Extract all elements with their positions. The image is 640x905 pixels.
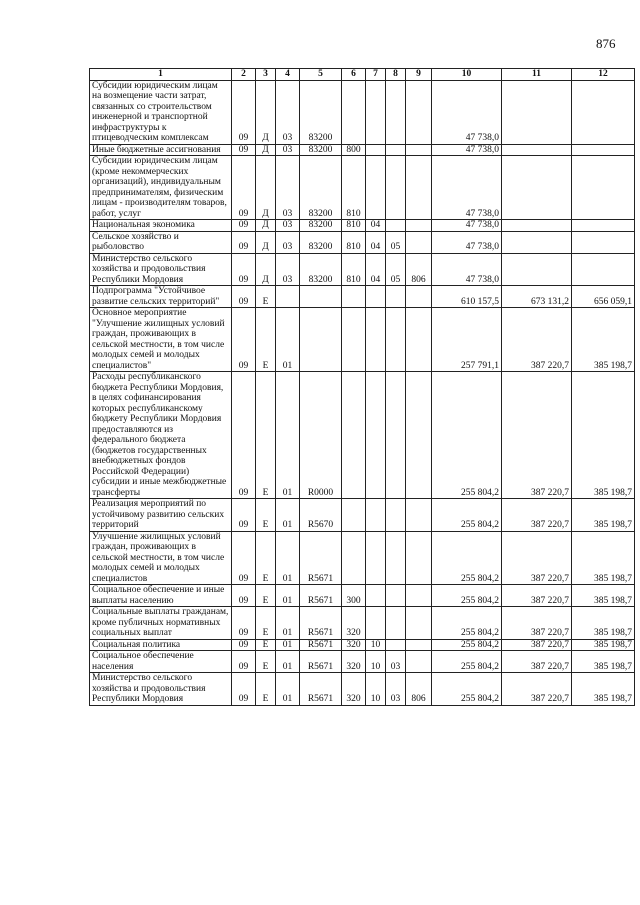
item-cell: 01 bbox=[276, 651, 300, 673]
table-row bbox=[90, 673, 635, 706]
amount-cell: 255 804,2 bbox=[432, 651, 502, 673]
ministry-code-cell bbox=[406, 220, 432, 232]
subsection-cell: Д bbox=[256, 144, 276, 156]
subchapter-cell bbox=[386, 156, 406, 220]
amount-cell: 47 738,0 bbox=[432, 156, 502, 220]
expense-type-cell: 810 bbox=[342, 253, 366, 286]
row-name-cell: Субсидии юридическим лицам на возмещение части затрат, связанных со строительством инженерной и транспортной инфраструктуры к птицеводческим комплексам bbox=[90, 80, 232, 144]
subchapter-cell: 03 bbox=[386, 651, 406, 673]
target-code-cell bbox=[300, 286, 342, 308]
amount-cell bbox=[502, 144, 572, 156]
subsection-cell: Д bbox=[256, 80, 276, 144]
table-row bbox=[90, 308, 635, 372]
table-row bbox=[90, 144, 635, 156]
table-row bbox=[90, 286, 635, 308]
section-cell: 09 bbox=[232, 144, 256, 156]
amount-cell bbox=[502, 80, 572, 144]
row-name-cell: Реализация мероприятий по устойчивому развитию сельских территорий bbox=[90, 499, 232, 532]
expense-type-cell: 320 bbox=[342, 673, 366, 706]
subchapter-cell: 05 bbox=[386, 253, 406, 286]
target-code-cell: R0000 bbox=[300, 372, 342, 499]
column-header: 12 bbox=[572, 69, 635, 81]
subsection-cell: Е bbox=[256, 499, 276, 532]
subchapter-cell bbox=[386, 308, 406, 372]
ministry-code-cell bbox=[406, 144, 432, 156]
chapter-cell: 10 bbox=[366, 673, 386, 706]
amount-cell: 257 791,1 bbox=[432, 308, 502, 372]
amount-cell: 387 220,7 bbox=[502, 499, 572, 532]
amount-cell: 385 198,7 bbox=[572, 308, 635, 372]
amount-cell: 47 738,0 bbox=[432, 220, 502, 232]
section-cell: 09 bbox=[232, 673, 256, 706]
row-name-cell: Социальные выплаты гражданам, кроме публичных нормативных социальных выплат bbox=[90, 607, 232, 640]
expense-type-cell: 300 bbox=[342, 585, 366, 607]
ministry-code-cell: 806 bbox=[406, 253, 432, 286]
table-row bbox=[90, 639, 635, 651]
ministry-code-cell bbox=[406, 531, 432, 585]
expense-type-cell: 320 bbox=[342, 651, 366, 673]
amount-cell bbox=[502, 253, 572, 286]
amount-cell: 385 198,7 bbox=[572, 673, 635, 706]
amount-cell: 255 804,2 bbox=[432, 607, 502, 640]
item-cell: 03 bbox=[276, 220, 300, 232]
amount-cell bbox=[572, 156, 635, 220]
row-name-cell: Иные бюджетные ассигнования bbox=[90, 144, 232, 156]
amount-cell: 385 198,7 bbox=[572, 499, 635, 532]
column-header: 9 bbox=[406, 69, 432, 81]
section-cell: 09 bbox=[232, 639, 256, 651]
subchapter-cell bbox=[386, 80, 406, 144]
amount-cell: 255 804,2 bbox=[432, 372, 502, 499]
section-cell: 09 bbox=[232, 220, 256, 232]
target-code-cell: R5671 bbox=[300, 531, 342, 585]
column-header: 6 bbox=[342, 69, 366, 81]
column-header: 4 bbox=[276, 69, 300, 81]
expense-type-cell bbox=[342, 286, 366, 308]
chapter-cell: 04 bbox=[366, 220, 386, 232]
chapter-cell: 04 bbox=[366, 253, 386, 286]
expense-type-cell: 320 bbox=[342, 607, 366, 640]
subchapter-cell bbox=[386, 499, 406, 532]
subsection-cell: Д bbox=[256, 156, 276, 220]
subchapter-cell bbox=[386, 220, 406, 232]
row-name-cell: Расходы республиканского бюджета Республики Мордовия, в целях софинансирования которых республиканскому бюджету Республики Мордовия предоставляются из федерального бюджета (бюджетов государственных внебюджетных фондов Российской Федерации) субсидии и иные межбюджетные трансферты bbox=[90, 372, 232, 499]
ministry-code-cell bbox=[406, 651, 432, 673]
row-name-cell: Улучшение жилищных условий граждан, проживающих в сельской местности, в том числе молодых семей и молодых специалистов bbox=[90, 531, 232, 585]
section-cell: 09 bbox=[232, 80, 256, 144]
amount-cell: 387 220,7 bbox=[502, 531, 572, 585]
amount-cell bbox=[572, 80, 635, 144]
section-cell: 09 bbox=[232, 531, 256, 585]
ministry-code-cell bbox=[406, 308, 432, 372]
row-name-cell: Социальная политика bbox=[90, 639, 232, 651]
header-row bbox=[90, 69, 635, 81]
amount-cell: 656 059,1 bbox=[572, 286, 635, 308]
table-row bbox=[90, 80, 635, 144]
row-name-cell: Социальное обеспечение населения bbox=[90, 651, 232, 673]
target-code-cell: R5671 bbox=[300, 673, 342, 706]
amount-cell: 385 198,7 bbox=[572, 639, 635, 651]
subchapter-cell bbox=[386, 286, 406, 308]
amount-cell: 255 804,2 bbox=[432, 639, 502, 651]
amount-cell: 385 198,7 bbox=[572, 372, 635, 499]
section-cell: 09 bbox=[232, 253, 256, 286]
expense-type-cell bbox=[342, 531, 366, 585]
section-cell: 09 bbox=[232, 372, 256, 499]
item-cell: 01 bbox=[276, 639, 300, 651]
amount-cell: 387 220,7 bbox=[502, 639, 572, 651]
subsection-cell: Е bbox=[256, 639, 276, 651]
row-name-cell: Социальное обеспечение и иные выплаты населению bbox=[90, 585, 232, 607]
expense-type-cell bbox=[342, 372, 366, 499]
chapter-cell bbox=[366, 499, 386, 532]
section-cell: 09 bbox=[232, 585, 256, 607]
amount-cell: 387 220,7 bbox=[502, 308, 572, 372]
ministry-code-cell bbox=[406, 585, 432, 607]
expense-type-cell bbox=[342, 499, 366, 532]
amount-cell bbox=[502, 220, 572, 232]
item-cell bbox=[276, 286, 300, 308]
chapter-cell: 04 bbox=[366, 231, 386, 253]
target-code-cell: 83200 bbox=[300, 144, 342, 156]
section-cell: 09 bbox=[232, 231, 256, 253]
amount-cell: 255 804,2 bbox=[432, 673, 502, 706]
expense-type-cell: 810 bbox=[342, 231, 366, 253]
subsection-cell: Е bbox=[256, 651, 276, 673]
row-name-cell: Министерство сельского хозяйства и продовольствия Республики Мордовия bbox=[90, 673, 232, 706]
amount-cell: 673 131,2 bbox=[502, 286, 572, 308]
amount-cell: 385 198,7 bbox=[572, 651, 635, 673]
subchapter-cell bbox=[386, 607, 406, 640]
expense-type-cell: 800 bbox=[342, 144, 366, 156]
column-header: 5 bbox=[300, 69, 342, 81]
chapter-cell bbox=[366, 80, 386, 144]
row-name-cell: Основное мероприятие "Улучшение жилищных условий граждан, проживающих в сельской местности, в том числе молодых семей и молодых специалистов" bbox=[90, 308, 232, 372]
table-row bbox=[90, 156, 635, 220]
chapter-cell bbox=[366, 372, 386, 499]
row-name-cell: Субсидии юридическим лицам (кроме некоммерческих организаций), индивидуальным предпринимателям, физическим лицам - производителям товаров, работ, услуг bbox=[90, 156, 232, 220]
subchapter-cell bbox=[386, 372, 406, 499]
amount-cell: 610 157,5 bbox=[432, 286, 502, 308]
expense-type-cell bbox=[342, 80, 366, 144]
section-cell: 09 bbox=[232, 607, 256, 640]
section-cell: 09 bbox=[232, 499, 256, 532]
expense-type-cell: 810 bbox=[342, 220, 366, 232]
amount-cell: 255 804,2 bbox=[432, 585, 502, 607]
subsection-cell: Е bbox=[256, 673, 276, 706]
amount-cell: 255 804,2 bbox=[432, 531, 502, 585]
section-cell: 09 bbox=[232, 286, 256, 308]
item-cell: 01 bbox=[276, 673, 300, 706]
section-cell: 09 bbox=[232, 308, 256, 372]
column-header: 1 bbox=[90, 69, 232, 81]
chapter-cell bbox=[366, 531, 386, 585]
target-code-cell: 83200 bbox=[300, 80, 342, 144]
amount-cell bbox=[572, 144, 635, 156]
target-code-cell: R5671 bbox=[300, 651, 342, 673]
target-code-cell bbox=[300, 308, 342, 372]
row-name-cell: Подпрограмма "Устойчивое развитие сельских территорий" bbox=[90, 286, 232, 308]
item-cell: 01 bbox=[276, 531, 300, 585]
table-row bbox=[90, 499, 635, 532]
expense-type-cell: 810 bbox=[342, 156, 366, 220]
subsection-cell: Е bbox=[256, 308, 276, 372]
column-header: 2 bbox=[232, 69, 256, 81]
item-cell: 01 bbox=[276, 607, 300, 640]
chapter-cell bbox=[366, 144, 386, 156]
amount-cell bbox=[572, 231, 635, 253]
chapter-cell bbox=[366, 286, 386, 308]
row-name-cell: Сельское хозяйство и рыболовство bbox=[90, 231, 232, 253]
row-name-cell: Национальная экономика bbox=[90, 220, 232, 232]
column-header: 8 bbox=[386, 69, 406, 81]
target-code-cell: 83200 bbox=[300, 156, 342, 220]
target-code-cell: R5671 bbox=[300, 585, 342, 607]
ministry-code-cell bbox=[406, 499, 432, 532]
target-code-cell: 83200 bbox=[300, 253, 342, 286]
subsection-cell: Е bbox=[256, 372, 276, 499]
column-header: 11 bbox=[502, 69, 572, 81]
ministry-code-cell bbox=[406, 156, 432, 220]
table-row bbox=[90, 372, 635, 499]
subchapter-cell bbox=[386, 639, 406, 651]
amount-cell: 387 220,7 bbox=[502, 673, 572, 706]
ministry-code-cell bbox=[406, 231, 432, 253]
subchapter-cell bbox=[386, 585, 406, 607]
amount-cell bbox=[572, 220, 635, 232]
budget-table bbox=[89, 68, 635, 706]
amount-cell: 47 738,0 bbox=[432, 144, 502, 156]
subchapter-cell: 05 bbox=[386, 231, 406, 253]
subsection-cell: Е bbox=[256, 286, 276, 308]
section-cell: 09 bbox=[232, 156, 256, 220]
chapter-cell bbox=[366, 156, 386, 220]
expense-type-cell: 320 bbox=[342, 639, 366, 651]
subchapter-cell bbox=[386, 144, 406, 156]
amount-cell bbox=[502, 156, 572, 220]
subsection-cell: Д bbox=[256, 220, 276, 232]
page-number: 876 bbox=[596, 36, 616, 51]
amount-cell: 387 220,7 bbox=[502, 651, 572, 673]
subsection-cell: Е bbox=[256, 585, 276, 607]
target-code-cell: 83200 bbox=[300, 220, 342, 232]
ministry-code-cell bbox=[406, 372, 432, 499]
ministry-code-cell bbox=[406, 639, 432, 651]
item-cell: 03 bbox=[276, 80, 300, 144]
amount-cell: 47 738,0 bbox=[432, 80, 502, 144]
amount-cell: 385 198,7 bbox=[572, 607, 635, 640]
chapter-cell bbox=[366, 607, 386, 640]
subsection-cell: Д bbox=[256, 253, 276, 286]
amount-cell: 387 220,7 bbox=[502, 372, 572, 499]
target-code-cell: 83200 bbox=[300, 231, 342, 253]
chapter-cell bbox=[366, 585, 386, 607]
target-code-cell: R5671 bbox=[300, 607, 342, 640]
ministry-code-cell bbox=[406, 286, 432, 308]
item-cell: 01 bbox=[276, 499, 300, 532]
row-name-cell: Министерство сельского хозяйства и продовольствия Республики Мордовия bbox=[90, 253, 232, 286]
table-row bbox=[90, 253, 635, 286]
subsection-cell: Е bbox=[256, 607, 276, 640]
amount-cell bbox=[572, 253, 635, 286]
chapter-cell: 10 bbox=[366, 651, 386, 673]
target-code-cell: R5671 bbox=[300, 639, 342, 651]
table-row bbox=[90, 231, 635, 253]
chapter-cell: 10 bbox=[366, 639, 386, 651]
column-header: 3 bbox=[256, 69, 276, 81]
amount-cell: 385 198,7 bbox=[572, 585, 635, 607]
amount-cell: 385 198,7 bbox=[572, 531, 635, 585]
column-header: 7 bbox=[366, 69, 386, 81]
subchapter-cell bbox=[386, 531, 406, 585]
target-code-cell: R5670 bbox=[300, 499, 342, 532]
subsection-cell: Д bbox=[256, 231, 276, 253]
item-cell: 03 bbox=[276, 231, 300, 253]
expense-type-cell bbox=[342, 308, 366, 372]
amount-cell: 47 738,0 bbox=[432, 253, 502, 286]
amount-cell: 387 220,7 bbox=[502, 585, 572, 607]
table-row bbox=[90, 531, 635, 585]
item-cell: 03 bbox=[276, 253, 300, 286]
column-header: 10 bbox=[432, 69, 502, 81]
table-row bbox=[90, 220, 635, 232]
amount-cell bbox=[502, 231, 572, 253]
item-cell: 01 bbox=[276, 308, 300, 372]
item-cell: 03 bbox=[276, 156, 300, 220]
item-cell: 01 bbox=[276, 585, 300, 607]
ministry-code-cell bbox=[406, 607, 432, 640]
amount-cell: 387 220,7 bbox=[502, 607, 572, 640]
subchapter-cell: 03 bbox=[386, 673, 406, 706]
subsection-cell: Е bbox=[256, 531, 276, 585]
item-cell: 03 bbox=[276, 144, 300, 156]
amount-cell: 47 738,0 bbox=[432, 231, 502, 253]
table-row bbox=[90, 607, 635, 640]
ministry-code-cell bbox=[406, 80, 432, 144]
amount-cell: 255 804,2 bbox=[432, 499, 502, 532]
item-cell: 01 bbox=[276, 372, 300, 499]
table-row bbox=[90, 651, 635, 673]
table-row bbox=[90, 585, 635, 607]
section-cell: 09 bbox=[232, 651, 256, 673]
chapter-cell bbox=[366, 308, 386, 372]
ministry-code-cell: 806 bbox=[406, 673, 432, 706]
